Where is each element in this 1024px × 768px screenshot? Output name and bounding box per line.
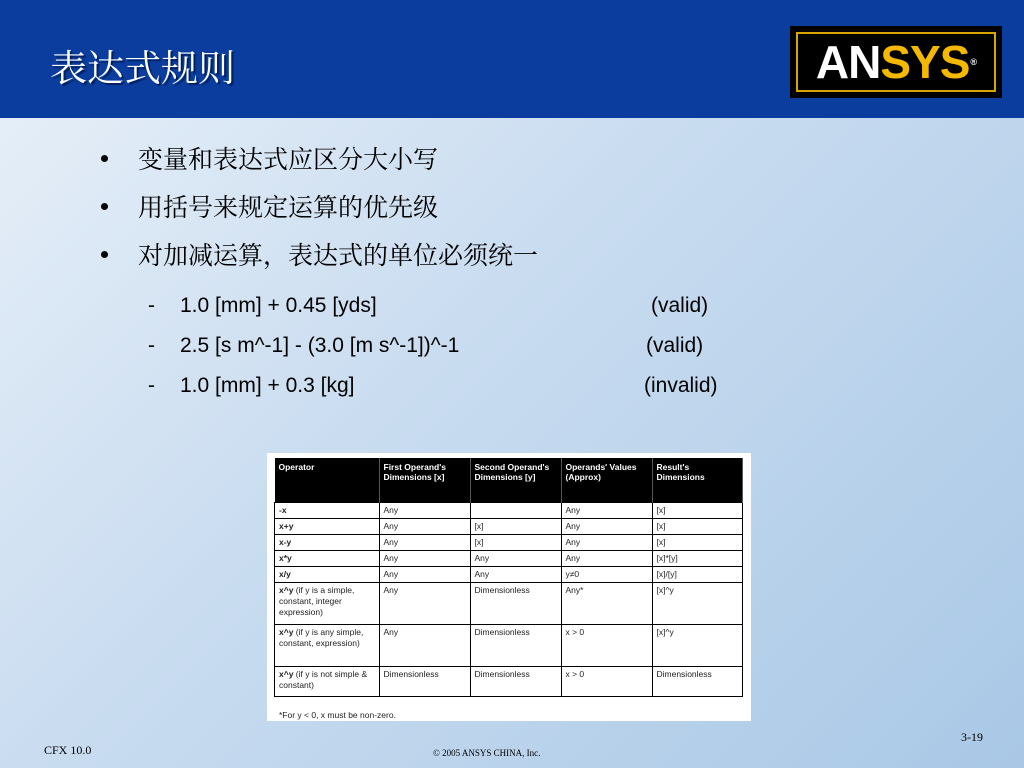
table-cell: Any xyxy=(379,503,470,519)
table-cell: [x]/[y] xyxy=(652,567,743,583)
table-row xyxy=(275,535,743,551)
table-cell: [x] xyxy=(470,535,561,551)
operator-symbol: x^y xyxy=(279,669,294,679)
table-cell: Dimensionless xyxy=(470,667,561,697)
table-cell: Dimensionless xyxy=(470,583,561,625)
operator-symbol: x-y xyxy=(279,537,292,547)
sub-bullet-list xyxy=(148,286,768,406)
table-cell: y≠0 xyxy=(561,567,652,583)
column-header: Operator xyxy=(275,458,380,503)
table-row xyxy=(275,667,743,697)
operator-cell xyxy=(275,583,380,625)
page-number: 3-19 xyxy=(961,730,983,744)
operator-note: (if y is any simple, constant, expression) xyxy=(279,627,364,648)
operator-symbol: x/y xyxy=(279,569,291,579)
bullet-text: 用括号来规定运算的优先级 xyxy=(138,193,439,222)
validity-status: (invalid) xyxy=(644,374,718,397)
table-cell: Any xyxy=(379,519,470,535)
table-cell: [x] xyxy=(652,503,743,519)
validity-status: (valid) xyxy=(651,294,709,317)
sub-bullet-item xyxy=(148,366,768,406)
table-cell: [x]*[y] xyxy=(652,551,743,567)
slide-title: 表达式规则 xyxy=(50,47,235,90)
operator-note: (if y is a simple, constant, integer expression) xyxy=(279,585,355,617)
bullet-item xyxy=(98,230,538,278)
dash-icon: - xyxy=(148,374,155,397)
operator-cell xyxy=(275,535,380,551)
bullet-item xyxy=(98,182,538,230)
sub-bullet-item xyxy=(148,326,768,366)
dash-icon: - xyxy=(148,334,155,357)
table-row xyxy=(275,567,743,583)
column-header: Second Operand's Dimensions [y] xyxy=(470,458,561,503)
operator-cell xyxy=(275,551,380,567)
table-cell: [x] xyxy=(652,535,743,551)
table-cell: Dimensionless xyxy=(652,667,743,697)
table-cell: x > 0 xyxy=(561,667,652,697)
table-cell: [x]^y xyxy=(652,583,743,625)
operator-cell xyxy=(275,519,380,535)
table-cell: Any xyxy=(470,567,561,583)
table-cell: Any xyxy=(470,551,561,567)
logo-text-an: AN xyxy=(815,36,881,88)
bullet-dot-icon xyxy=(101,251,108,258)
footer-product-version: CFX 10.0 xyxy=(44,743,92,757)
operator-symbol: x+y xyxy=(279,521,294,531)
table-cell: [x]^y xyxy=(652,625,743,667)
table-row xyxy=(275,503,743,519)
column-header: First Operand's Dimensions [x] xyxy=(379,458,470,503)
table-cell: [x] xyxy=(470,519,561,535)
table-cell: Any xyxy=(379,551,470,567)
bullet-list xyxy=(98,134,538,278)
table-cell: Dimensionless xyxy=(379,667,470,697)
table-cell: Any xyxy=(561,503,652,519)
operator-cell xyxy=(275,503,380,519)
column-header: Operands' Values (Approx) xyxy=(561,458,652,503)
expression-text: 2.5 [s m^-1] - (3.0 [m s^-1])^-1 xyxy=(180,334,460,357)
operator-symbol: x^y xyxy=(279,585,294,595)
table-cell: Any xyxy=(379,535,470,551)
table-cell: x > 0 xyxy=(561,625,652,667)
bullet-text: 对加减运算，表达式的单位必须统一 xyxy=(138,241,539,270)
table-row xyxy=(275,583,743,625)
table-cell: Any* xyxy=(561,583,652,625)
expression-text: 1.0 [mm] + 0.45 [yds] xyxy=(180,294,377,317)
operator-cell xyxy=(275,625,380,667)
expression-text: 1.0 [mm] + 0.3 [kg] xyxy=(180,374,355,397)
bullet-item xyxy=(98,134,538,182)
table-row xyxy=(275,551,743,567)
table-cell xyxy=(470,503,561,519)
bullet-text: 变量和表达式应区分大小写 xyxy=(138,145,439,174)
column-header: Result's Dimensions xyxy=(652,458,743,503)
operator-cell xyxy=(275,667,380,697)
table-cell: Any xyxy=(561,519,652,535)
footer-copyright: © 2005 ANSYS CHINA, Inc. xyxy=(433,748,541,758)
operator-table-image xyxy=(267,453,751,721)
table-header-row xyxy=(275,458,743,503)
table-cell: Any xyxy=(561,551,652,567)
bullet-dot-icon xyxy=(101,203,108,210)
table-row xyxy=(275,625,743,667)
table-cell: Any xyxy=(379,625,470,667)
logo-registered-mark: ® xyxy=(970,57,977,67)
operator-symbol: -x xyxy=(279,505,287,515)
table-cell: Any xyxy=(379,567,470,583)
operator-dimension-table xyxy=(274,458,743,697)
operator-symbol: x^y xyxy=(279,627,294,637)
operator-cell xyxy=(275,567,380,583)
ansys-logo-frame xyxy=(796,32,996,92)
table-cell: [x] xyxy=(652,519,743,535)
table-row xyxy=(275,519,743,535)
operator-symbol: x*y xyxy=(279,553,292,563)
ansys-logo xyxy=(790,26,1002,98)
table-cell: Any xyxy=(561,535,652,551)
bullet-dot-icon xyxy=(101,155,108,162)
sub-bullet-item xyxy=(148,286,768,326)
table-cell: Dimensionless xyxy=(470,625,561,667)
dash-icon: - xyxy=(148,294,155,317)
table-cell: Any xyxy=(379,583,470,625)
validity-status: (valid) xyxy=(646,334,704,357)
table-footnote: *For y < 0, x must be non-zero. xyxy=(279,710,396,720)
operator-note: (if y is not simple & constant) xyxy=(279,669,368,690)
logo-text-sys: SYS xyxy=(880,36,970,88)
